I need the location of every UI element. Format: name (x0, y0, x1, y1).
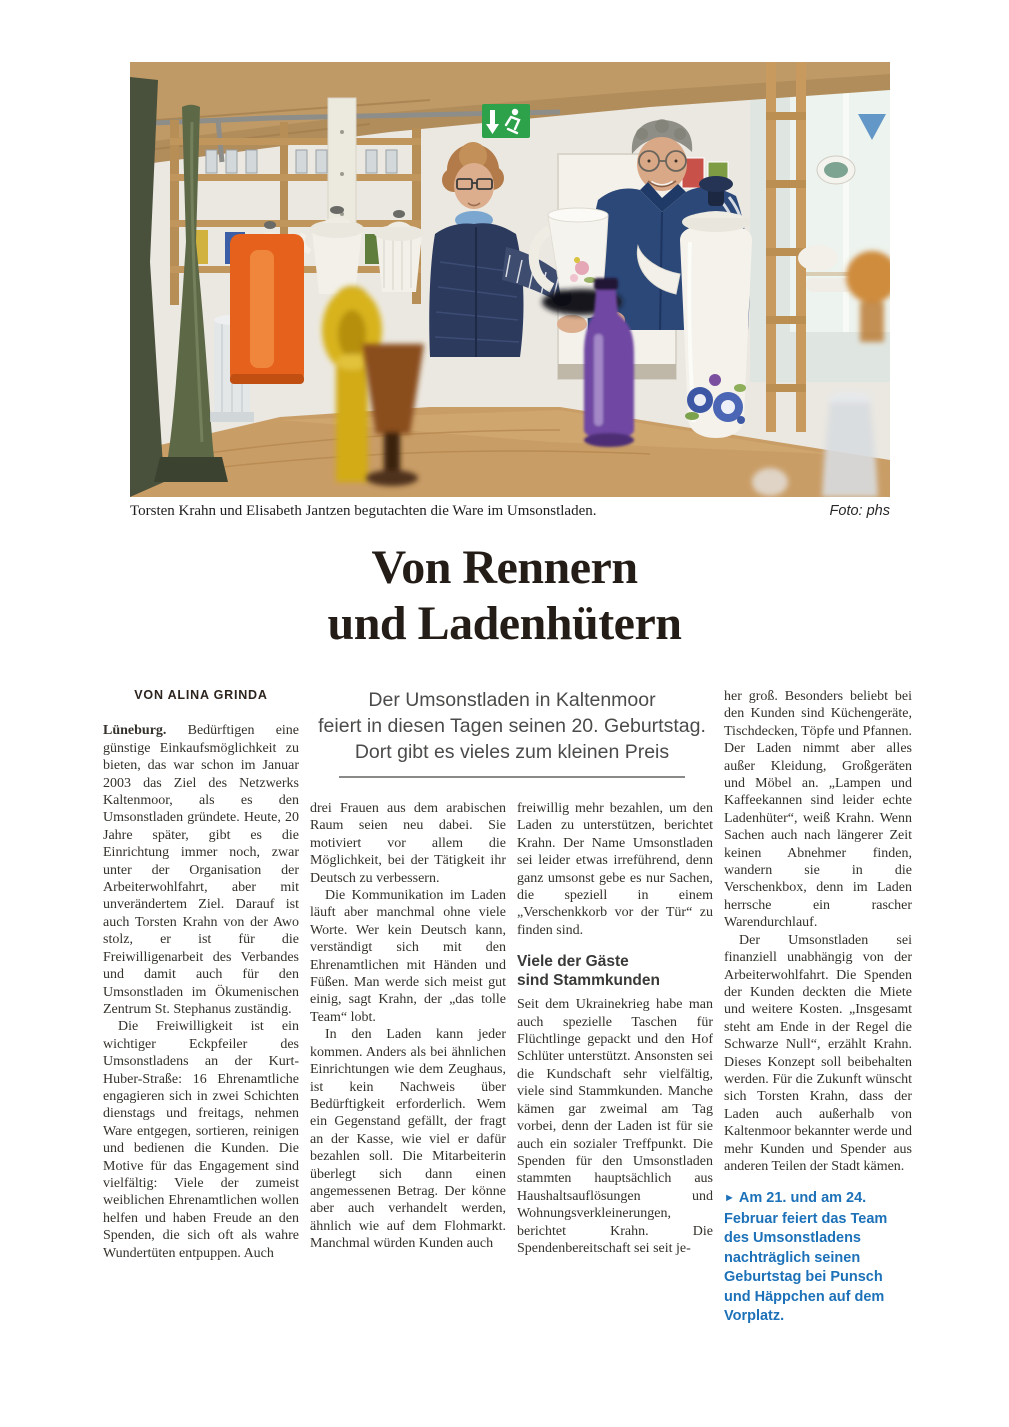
body-column-1 (103, 685, 299, 1262)
headline-line-1: Von Rennern (371, 541, 638, 594)
event-note (724, 1189, 912, 1327)
body-column-3 (517, 800, 713, 1257)
photo-orange-vase (230, 234, 304, 384)
subhead-line-2: sind Stammkunden (517, 972, 660, 990)
article-headline (100, 540, 909, 652)
subhead-line-1: Viele der Gäste (517, 953, 629, 971)
article-paragraph: Die Kommunikation im Laden läuft aber manchmal ohne viele Worte. Wer kein Deutsch kann, verständigt sich mit den Ehrenamtlichen mit Händen und Füßen. Man werde sich meist gut einig, sagt Krahn, der „das tolle Team“ lobt. (310, 888, 506, 1025)
lead-line-2: feiert in diesen Tagen seinen 20. Geburtstag. (318, 715, 706, 737)
article-paragraph: Seit dem Ukrainekrieg habe man auch spezielle Taschen für Flüchtlinge gepackt und den Hof Schlüter unterstützt. Ansonsten sei die Kundschaft sehr vielfältig, viele sind Stammkunden. Manche kämen gar zweimal am Tag vorbei, denn der Laden ist für sie auch ein sozialer Treffpunkt. Die Spenden für den Umsonstladen stammten hauptsächlich aus Haushaltsauflösungen und Wohnungsverkleinerungen, berichtet Krahn. Die Spendenbereitschaft sei seit je- (517, 997, 713, 1256)
article-paragraph (103, 722, 299, 1018)
exit-sign-icon (482, 104, 530, 138)
article-paragraph: In den Laden kann jeder kommen. Anders als bei ähnlichen Einrichtungen wie dem Zeughaus, ist kein Nachweis über Bedürftigkeit erforderlich. Wem ein Gegenstand gefällt, der fragt an der Kasse, wie viel er dafür bezahlen soll. Die Mitarbeiterin überlegt sich dann einen angemessenen Betrag. Der könne aber auch verhandelt werden, ähnlich wie auf dem Flohmarkt. Manchmal würden Kunden auch (310, 1027, 506, 1252)
article-byline: VON ALINA GRINDA (134, 688, 268, 702)
article-paragraph: drei Frauen aus dem arabischen Raum seien neu dabei. Sie motiviert vor allem die Möglichkeit, bei der Tätigkeit ihr Deutsch zu verbessern. (310, 801, 506, 886)
arrow-icon: ► (724, 1192, 735, 1205)
article-paragraph: her groß. Besonders beliebt bei den Kunden sind Küchengeräte, Tischdecken, Töpfe und Pfannen. Der Laden nimmt aber alles außer Kleidung, Großgeräten und Möbel an. „Lampen und Kaffeekannen sind leider echte Ladenhüter“, weiß Krahn. Wenn Sachen auch nach längerer Zeit keinen Abnehmer finden, wandern sie in die Verschenkbox, denn im Laden herrsche ein rascher Warendurchlauf. (724, 689, 912, 931)
body-column-4 (724, 688, 912, 1327)
article-photo (130, 62, 890, 497)
article-paragraph: Der Umsonstladen sei finanziell unabhängig von der Arbeiterwohlfahrt. Die Spenden der Kunden deckten die Miete und weitere Kosten. „Insgesamt steht am Ende in der Regel die Schwarze Null“, erzählt Krahn. Dieses Konzept soll beibehalten werden. Für die Zukunft wünscht sich Torsten Krahn, dass der Laden auch außerhalb von Kaltenmoor bekannter werde und mehr Kunden und Spender aus anderen Teilen der Stadt kämen. (724, 932, 912, 1174)
photo-caption: Torsten Krahn und Elisabeth Jantzen begutachten die Ware im Umsonstladen. (130, 503, 597, 519)
article-lead (310, 687, 714, 778)
dateline: Lüneburg. (103, 723, 167, 739)
lead-divider (339, 776, 685, 778)
lead-line-1: Der Umsonstladen in Kaltenmoor (368, 689, 656, 711)
headline-line-2: und Ladenhütern (327, 597, 682, 650)
lead-line-3: Dort gibt es vieles zum kleinen Preis (354, 741, 670, 763)
photo-credit: Foto: phs (829, 503, 890, 519)
article-paragraph: freiwillig mehr bezahlen, um den Laden zu unterstützen, berichtet Krahn. Der Name Umsonstladen sei leider etwas irreführend, denn ganz umsonst gebe es nur Sachen, die speziell in einem „Verschenkkorb vor der Tür“ zu finden sind. (517, 801, 713, 938)
photo-caption-row (130, 503, 890, 520)
body-column-2 (310, 800, 506, 1253)
store-photo-illustration (130, 62, 890, 497)
section-subhead (517, 952, 713, 990)
paragraph-text: Bedürftigen eine günstige Einkaufsmöglichkeit zu bieten, das war schon im Januar 2003 das Ziel des Netzwerks Kaltenmoor, als es den Umsonstladen gründete. Heute, 20 Jahre später, gibt es die Einrichtung immer noch, zwar unter der Organisation der Arbeiterwohlfahrt, aber mit unverändertem Ziel. Darauf ist auch Torsten Krahn von der Awo stolz, er ist für die Freiwilligenarbeit des Verbandes und damit auch für den Umsonstladen im Ökumenischen Zentrum St. Stephanus zuständig. (103, 723, 300, 1017)
event-note-text: Am 21. und am 24. Februar feiert das Team des Umsonstladens nachträglich seinen Geburtstag bei Punsch und Häppchen auf dem Vorplatz. (724, 1190, 888, 1325)
article-paragraph: Die Freiwilligkeit ist ein wichtiger Eckpfeiler des Umsonstladens an der Kurt-Huber-Straße: 16 Ehrenamtliche engagieren sich in zwei Schichten dienstags und freitags, nehmen Ware entgegen, sortieren, reinigen und bedienen die Kunden. Die Motive für das Engagement sind vielfältig: Viele der zumeist weiblichen Ehrenamtlichen wollen helfen und haben Freude an den Spenden, die sich oft als wahre Wundertüten entpuppen. Auch (103, 1019, 299, 1261)
